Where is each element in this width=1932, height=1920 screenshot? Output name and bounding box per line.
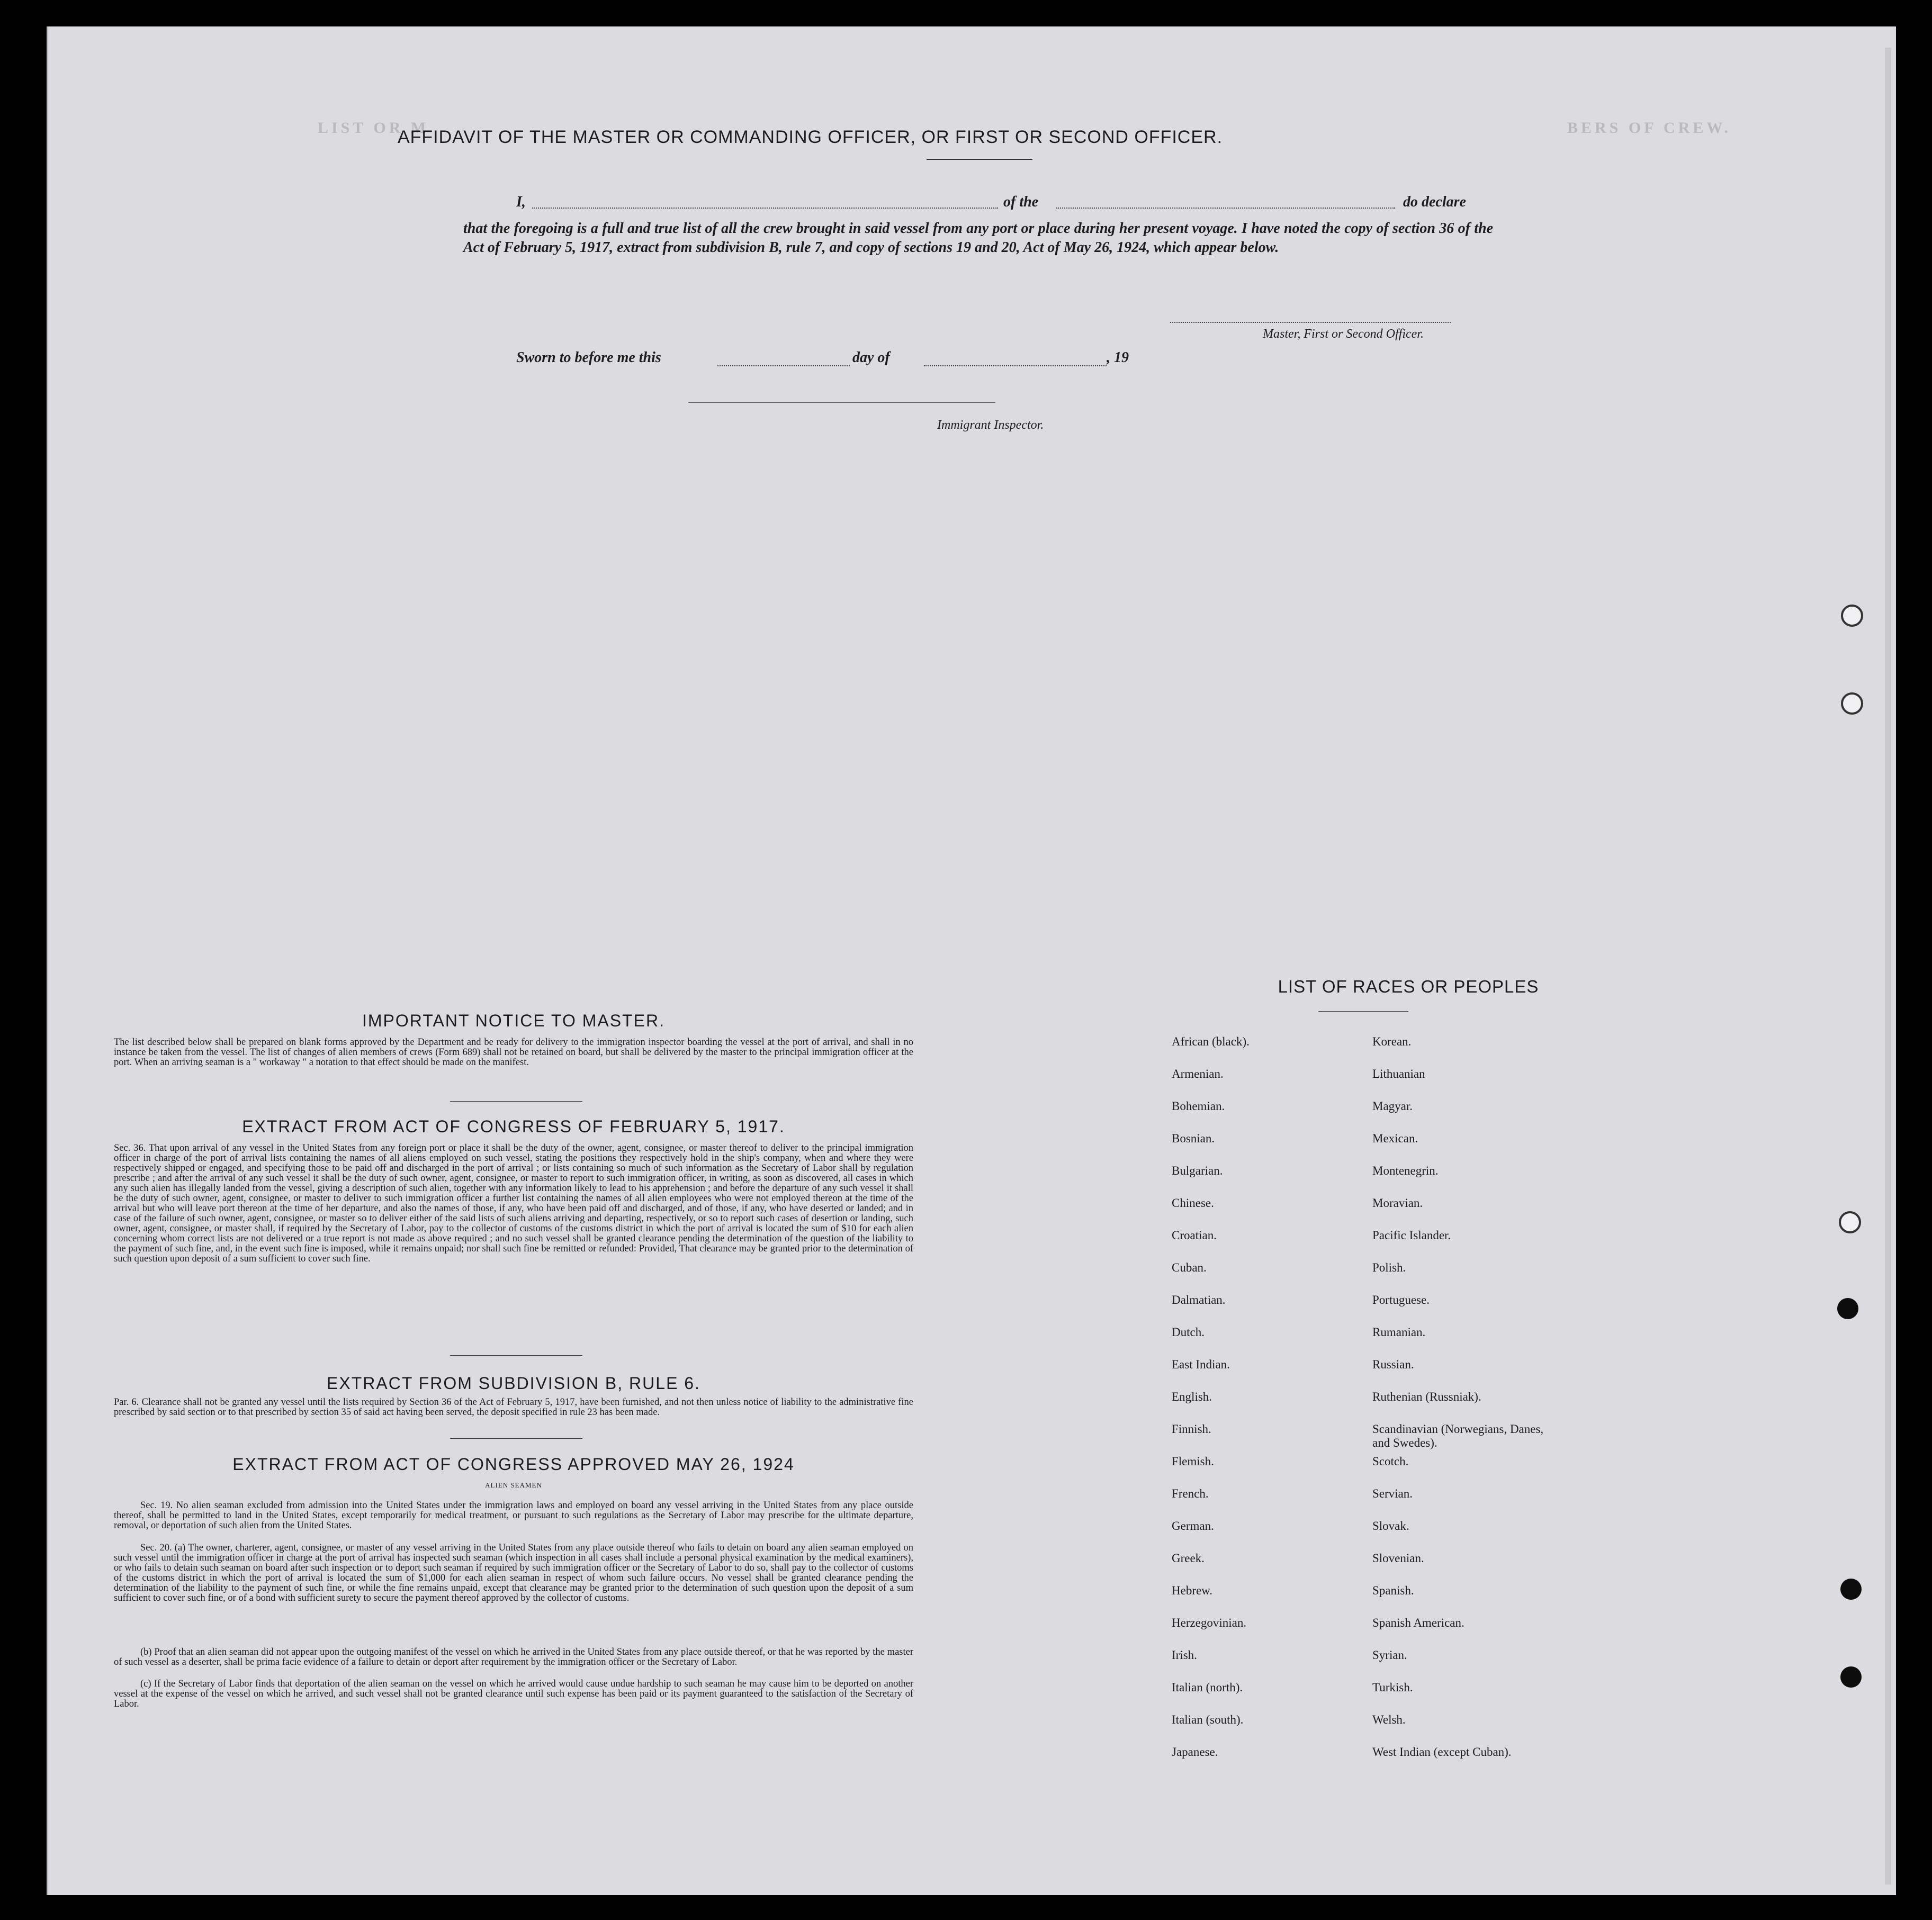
race-item: Cuban. [1172,1261,1207,1274]
sworn-prefix: Sworn to before me this [516,349,661,366]
race-item: Bosnian. [1172,1132,1215,1145]
race-item: English. [1172,1390,1212,1403]
document-page [47,26,1896,1895]
race-item: West Indian (except Cuban). [1372,1745,1512,1759]
signature-label: Master, First or Second Officer. [1263,327,1424,341]
binder-hole [1841,692,1863,715]
binder-hole [1840,1666,1862,1688]
race-item: Montenegrin. [1372,1164,1439,1177]
sec19-text: Sec. 19. No alien seaman excluded from admission into the United States under the immigration laws and employed on board any vessel arriving in the United States from any place outside thereof, shall be permitted to land in the United States, except temporarily for medical treatment, or pursuant to such regulations as the Secretary of Labor may prescribe for the ultimate departure, removal, or deportation of such alien from the United States. [114,1500,913,1531]
race-item: Slovenian. [1372,1552,1424,1565]
race-item: Italian (south). [1172,1713,1244,1726]
race-item: Welsh. [1372,1713,1406,1726]
race-item: Chinese. [1172,1196,1214,1210]
race-item: French. [1172,1487,1209,1500]
extract-rule6-title: EXTRACT FROM SUBDIVISION B, RULE 6. [327,1374,700,1393]
race-item: Spanish American. [1372,1616,1464,1629]
race-item: Lithuanian [1372,1067,1425,1080]
race-item: Ruthenian (Russniak). [1372,1390,1481,1403]
extract-1917-title: EXTRACT FROM ACT OF CONGRESS OF FEBRUARY 5, 1917. [242,1117,785,1136]
month-blank [924,365,1107,366]
race-item: African (black). [1172,1035,1250,1048]
affidavit-title: AFFIDAVIT OF THE MASTER OR COMMANDING OFFICER, OR FIRST OR SECOND OFFICER. [397,127,1223,147]
race-item: Moravian. [1372,1196,1423,1210]
race-item: Spanish. [1372,1584,1414,1597]
race-item: Portuguese. [1372,1293,1430,1306]
race-item: Russian. [1372,1358,1414,1371]
race-item: Mexican. [1372,1132,1418,1145]
race-item: Bulgarian. [1172,1164,1223,1177]
signature-line [1170,322,1451,323]
notice-title: IMPORTANT NOTICE TO MASTER. [362,1011,665,1030]
race-item: Croatian. [1172,1229,1217,1242]
extract-1924-subtitle: ALIEN SEAMEN [485,1481,542,1489]
affidavit-do-declare: do declare [1403,194,1466,210]
extract-1924-title: EXTRACT FROM ACT OF CONGRESS APPROVED MAY 26, 1924 [232,1455,795,1474]
race-item: German. [1172,1519,1214,1533]
race-item: Bohemian. [1172,1099,1225,1113]
race-item: Servian. [1372,1487,1413,1500]
sworn-year: , 19 [1107,349,1129,366]
notice-text: The list described below shall be prepared on blank forms approved by the Department and be ready for delivery to the immigration inspector boarding the vessel at the port of arrival, and shall in no instance be taken from the vessel. The list of changes of alien members of crews (Form 689) shall not be retained on board, but shall be delivered by the master to the principal immigration officer at the port. When an arriving seaman is a " workaway " a notation to that effect should be made on the manifest. [114,1037,913,1068]
divider [450,1438,582,1439]
affidavit-i: I, [516,194,526,210]
race-item: Dalmatian. [1172,1293,1226,1306]
divider [1318,1011,1408,1012]
races-title: LIST OF RACES OR PEOPLES [1278,977,1539,996]
extract-rule6-text: Par. 6. Clearance shall not be granted any vessel until the lists required by Section 36 of the Act of February 5, 1917, have been furnished, and not then unless notice of liability to the administrative fine prescribed by said section or to that prescribed by section 35 of said act having been served, the deposit specified in rule 23 has been made. [114,1397,913,1418]
binder-hole [1839,1211,1861,1233]
race-item: Pacific Islander. [1372,1229,1451,1242]
binder-hole [1837,1298,1858,1319]
page-edge [1885,48,1891,1885]
extract-1917-text: Sec. 36. That upon arrival of any vessel in the United States from any foreign port or place it shall be the duty of the owner, agent, consignee, or master thereof to deliver to the principal immigration officer in charge of the port of arrival lists containing the names of all aliens employed on such vessel, stating the positions they respectively hold in the ship's company, when and where they were respectively shipped or engaged, and specifying those to be paid off and discharged in the port of arrival ; or lists containing so much of such information as the Secretary of Labor shall by regulation prescribe ; and after the arrival of any such vessel it shall be the duty of such owner, agent, consignee, or master to report to such immigration officer, in writing, as soon as discovered, all cases in which any such alien has illegally landed from the vessel, giving a description of such alien, together with any information likely to lead to his apprehension ; and before the departure of any such vessel it shall be the duty of such owner, agent, consignee, or master to deliver to such immigration officer a further list containing the names of all alien employees who were not employed thereon at the time of the arrival but who will leave port thereon at the time of her departure, and also the names of those, if any, who have been paid off and discharged, and of those, if any, who have deserted or landed; and in case of the failure of such owner, agent, consignee, or master so to deliver either of the said lists of such aliens arriving and departing, respectively, or so to report such cases of desertion or landing, such owner, agent, consignee, or master shall, if required by the Secretary of Labor, pay to the collector of customs of the customs district in which the port of arrival is located the sum of $10 for each alien concerning whom correct lists are not delivered or a true report is not made as above required ; and no such vessel shall be granted clearance pending the determination of the question of the liability to the payment of such fine, and, in the event such fine is imposed, while it remains unpaid; nor shall such fine be remitted or refunded: Provided, That clearance may be granted prior to the determination of such question upon deposit of a sum sufficient to cover such fine. [114,1143,913,1264]
inspector-line [688,402,995,403]
race-item: Syrian. [1372,1648,1407,1662]
race-item: Herzegovinian. [1172,1616,1247,1629]
race-item: Scotch. [1372,1455,1409,1468]
day-blank [717,365,850,366]
race-item: Italian (north). [1172,1681,1243,1694]
race-item: Slovak. [1372,1519,1409,1533]
divider [450,1101,582,1102]
bleed-through-text: BERS OF CREW. [1567,119,1732,137]
race-item: Dutch. [1172,1326,1205,1339]
race-item: Armenian. [1172,1067,1224,1080]
race-item: Hebrew. [1172,1584,1213,1597]
sec20c-text: (c) If the Secretary of Labor finds that deportation of the alien seaman on the vessel on which he arrived would cause undue hardship to such seaman he may cause him to be deported on another vessel at the expense of the vessel on which he arrived, and such vessel shall not be granted clearance until such expense has been paid or its payment guaranteed to the satisfaction of the Secretary of Labor. [114,1679,913,1709]
race-item: Greek. [1172,1552,1205,1565]
divider [927,159,1032,160]
race-item: Flemish. [1172,1455,1214,1468]
affidavit-of-the: of the [1003,194,1039,210]
race-item: Rumanian. [1372,1326,1426,1339]
affidavit-body: that the foregoing is a full and true list of all the crew brought in said vessel from any port or place during her present voyage. I have noted the copy of section 36 of the Act of February 5, 1917, extract from subdivision B, rule 7, and copy of sections 19 and 20, Act of May 26, 1924, which appear below. [463,220,1493,256]
name-blank [532,208,998,209]
sec20a-text: Sec. 20. (a) The owner, charterer, agent, consignee, or master of any vessel arriving in the United States from any place outside thereof who fails to detain on board any alien seaman employed on such vessel until the immigration officer in charge at the port of arrival has inspected such seaman (which inspection in all cases shall include a personal physical examination by the medical examiners), or who fails to detain such seaman on board after such inspection or to deport such seaman if required by such immigration officer or the Secretary of Labor to do so, shall pay to the collector of customs of the customs district in which the port of arrival is located the sum of $1,000 for each alien seaman in respect of whom such failure occurs. No vessel shall be granted clearance pending the determination of the liability to the payment of such fine, or while the fine remains unpaid, except that clearance may be granted prior to the determination of such question upon the deposit of a sum sufficient to cover such fine, or of a bond with sufficient surety to secure the payment thereof approved by the collector of customs. [114,1543,913,1603]
binder-hole [1841,605,1863,627]
race-item: Turkish. [1372,1681,1413,1694]
race-item: Scandinavian (Norwegians, Danes, and Swedes). [1372,1422,1544,1449]
divider [450,1355,582,1356]
bleed-through-text: LIST OR M [318,119,429,137]
binder-hole [1840,1579,1862,1600]
race-item: East Indian. [1172,1358,1230,1371]
race-item: Finnish. [1172,1422,1211,1436]
vessel-blank [1056,208,1395,209]
race-item: Japanese. [1172,1745,1218,1759]
race-item: Korean. [1372,1035,1412,1048]
race-item: Irish. [1172,1648,1197,1662]
sec20b-text: (b) Proof that an alien seaman did not appear upon the outgoing manifest of the vessel on which he arrived in the United States from any place outside thereof, or that he was reported by the master of such vessel as a deserter, shall be prima facie evidence of a failure to detain or deport after requirement by the immigration officer or the Secretary of Labor. [114,1647,913,1667]
race-item: Magyar. [1372,1099,1413,1113]
sworn-day-of: day of [852,349,890,366]
race-item: Polish. [1372,1261,1406,1274]
inspector-label: Immigrant Inspector. [937,418,1044,432]
